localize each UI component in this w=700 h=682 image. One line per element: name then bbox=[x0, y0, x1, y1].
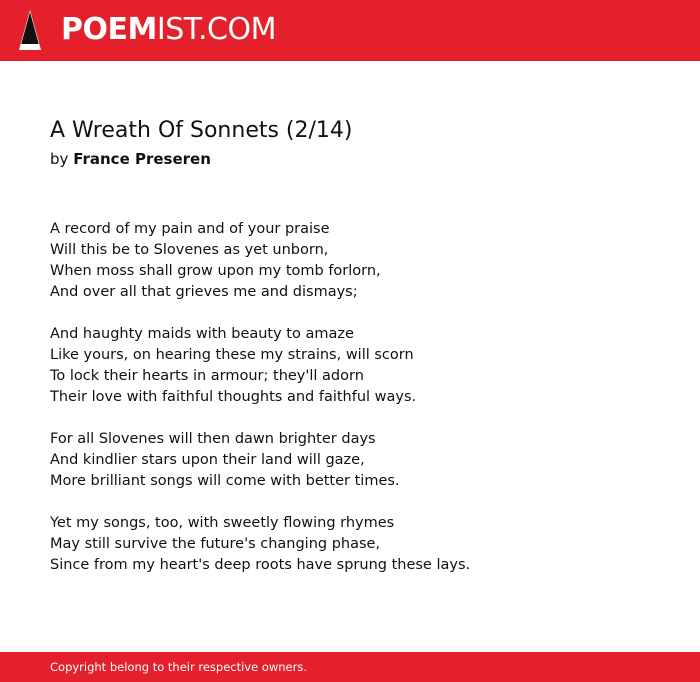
poem-line: A record of my pain and of your praise bbox=[50, 221, 330, 237]
poem-line: Since from my heart's deep roots have sprung these lays. bbox=[50, 557, 471, 573]
poem-line: To lock their hearts in armour; they'll adorn bbox=[50, 368, 364, 384]
logo-text-light: IST.COM bbox=[156, 12, 276, 47]
site-footer bbox=[0, 652, 700, 682]
stanza bbox=[50, 219, 670, 303]
poem-line: And haughty maids with beauty to amaze bbox=[50, 326, 354, 342]
poem-line: Like yours, on hearing these my strains, will scorn bbox=[50, 347, 414, 363]
poem-line: Will this be to Slovenes as yet unborn, bbox=[50, 242, 329, 258]
pencil-tip-icon[interactable] bbox=[19, 10, 41, 50]
by-label: by bbox=[50, 150, 69, 168]
poem-line: Yet my songs, too, with sweetly flowing rhymes bbox=[50, 515, 395, 531]
stanza bbox=[50, 429, 670, 492]
poem-line: For all Slovenes will then dawn brighter days bbox=[50, 431, 376, 447]
byline bbox=[50, 149, 211, 169]
poem-line: Their love with faithful thoughts and faithful ways. bbox=[50, 389, 417, 405]
site-header bbox=[0, 0, 700, 61]
poem-line: And kindlier stars upon their land will gaze, bbox=[50, 452, 365, 468]
author-name: France Preseren bbox=[73, 150, 211, 168]
poem-line: And over all that grieves me and dismays; bbox=[50, 284, 358, 300]
poem-body bbox=[50, 219, 670, 597]
poem-line: May still survive the future's changing phase, bbox=[50, 536, 381, 552]
stanza bbox=[50, 324, 670, 408]
poem-line: More brilliant songs will come with better times. bbox=[50, 473, 400, 489]
poem-title: A Wreath Of Sonnets (2/14) bbox=[50, 118, 353, 143]
poem-line: When moss shall grow upon my tomb forlorn, bbox=[50, 263, 381, 279]
copyright-text: Copyright belong to their respective owners. bbox=[50, 660, 308, 674]
site-logo[interactable] bbox=[61, 11, 276, 49]
stanza bbox=[50, 513, 670, 576]
logo-text-strong: POEM bbox=[61, 12, 157, 47]
